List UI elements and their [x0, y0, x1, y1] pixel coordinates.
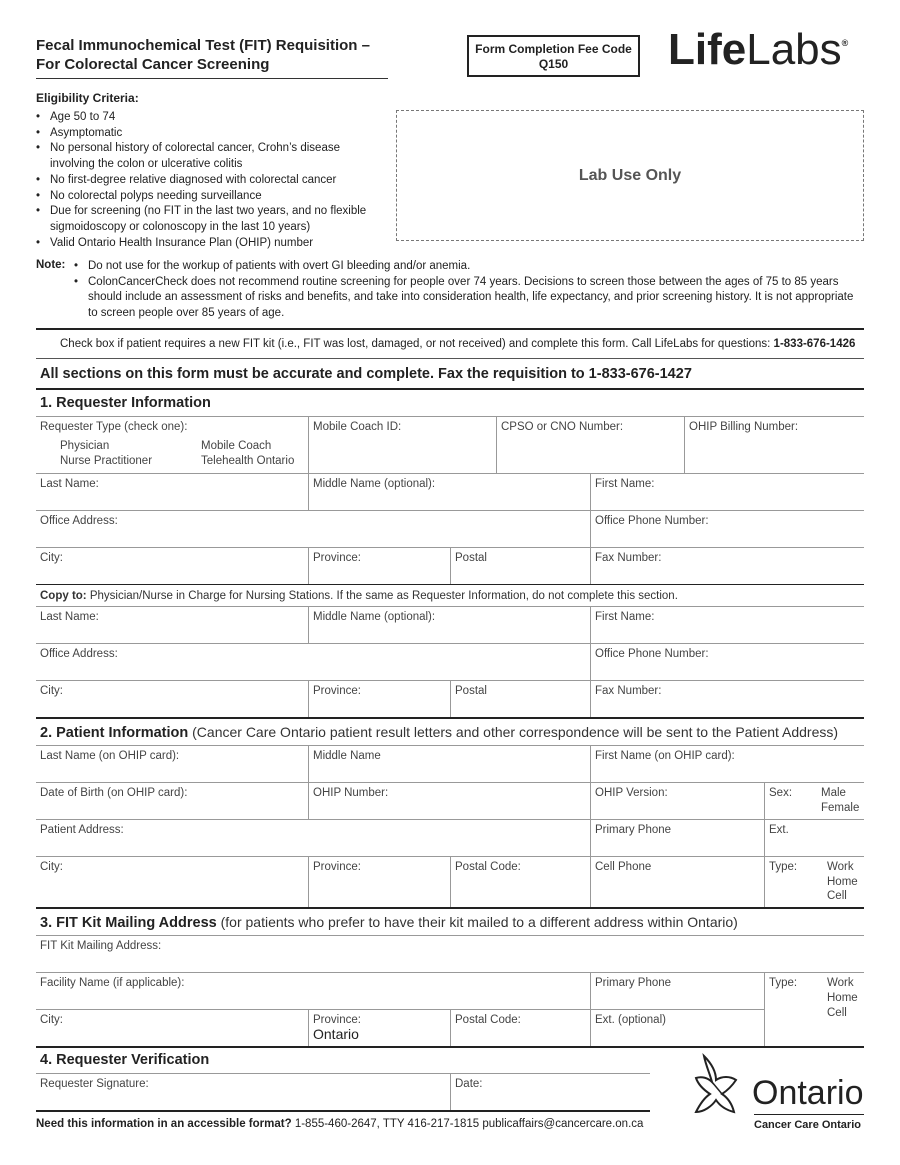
copy-province-field[interactable]: Province: [313, 685, 361, 697]
lab-use-only-label: Lab Use Only [578, 167, 682, 184]
signature-date-field[interactable]: Date: [455, 1078, 483, 1090]
section-divider [36, 388, 864, 390]
patient-primary-phone-field[interactable]: Primary Phone [595, 824, 672, 836]
phone-type-label: Type: [769, 861, 798, 873]
row-line [36, 416, 864, 417]
section-divider [36, 328, 864, 330]
phone-type-cell-option[interactable]: Cell [827, 890, 847, 902]
ontario-wordmark: Ontario [752, 1074, 864, 1112]
section-3-subtitle: (for patients who prefer to have their kit mailed to a different address within Ontario) [216, 914, 738, 930]
telehealth-option[interactable]: Telehealth Ontario [201, 455, 295, 467]
patient-cell-phone-field[interactable]: Cell Phone [595, 861, 652, 873]
physician-option[interactable]: Physician [60, 440, 110, 452]
ohip-billing-field[interactable]: OHIP Billing Number: [689, 421, 799, 433]
lifelabs-logo [668, 25, 848, 75]
copy-fax-field[interactable]: Fax Number: [595, 685, 662, 697]
patient-address-field[interactable]: Patient Address: [40, 824, 124, 836]
patient-first-name-field[interactable]: First Name (on OHIP card): [595, 750, 735, 762]
patient-postal-code-field[interactable]: Postal Code: [455, 861, 521, 873]
section-divider [36, 1046, 864, 1048]
row-line [36, 643, 864, 644]
eligibility-item: • No first-degree relative diagnosed with colorectal cancer [36, 173, 376, 189]
copy-first-name-field[interactable]: First Name: [595, 611, 655, 623]
cell-divider [308, 416, 309, 473]
patient-middle-name-field[interactable]: Middle Name [313, 750, 381, 762]
cell-divider [450, 856, 451, 908]
copy-to-text: Physician/Nurse in Charge for Nursing Stations. If the same as Requester Information, do not complete this section. [86, 590, 678, 602]
cell-divider [764, 972, 765, 1046]
eligibility-title: Eligibility Criteria: [36, 91, 139, 105]
mailing-city-field[interactable]: City: [40, 1014, 63, 1026]
row-line [36, 745, 864, 746]
eligibility-item: • Asymptomatic [36, 126, 376, 142]
requester-postal-field[interactable]: Postal [455, 552, 487, 564]
copy-to-label: Copy to: [40, 590, 87, 602]
form-title [36, 36, 370, 74]
fee-code-value: Q150 [538, 57, 569, 71]
eligibility-item: • No personal history of colorectal cancer, Crohn’s disease involving the colon or ulcerative colitis [36, 141, 376, 172]
mailing-type-work-option[interactable]: Work [827, 977, 854, 989]
divider [36, 358, 864, 359]
patient-province-field[interactable]: Province: [313, 861, 361, 873]
copy-city-field[interactable]: City: [40, 685, 63, 697]
note-list [74, 259, 864, 321]
fit-mailing-address-field[interactable]: FIT Kit Mailing Address: [40, 940, 162, 952]
row-line [36, 1009, 764, 1010]
mailing-type-label: Type: [769, 977, 798, 989]
cell-divider [450, 1073, 451, 1110]
eligibility-item: • Due for screening (no FIT in the last two years, and no flexible sigmoidoscopy or colonoscopy in the last 10 years) [36, 204, 376, 235]
copy-postal-field[interactable]: Postal [455, 685, 487, 697]
row-line [36, 510, 864, 511]
mailing-type-home-option[interactable]: Home [827, 992, 858, 1004]
cell-divider [308, 473, 309, 510]
lab-use-only-box [396, 110, 864, 241]
cell-divider [590, 473, 591, 584]
note-item: • ColonCancerCheck does not recommend routine screening for people over 74 years. Decisions to screen those between the ages of 75 to 85 years should include an assessment of risks and benefits, and take into consideration health, life expectancy, and prior screening history. It is not appropriate to screen people over 85 years of age. [74, 275, 864, 322]
fee-code-box [467, 35, 640, 77]
mailing-province-value[interactable]: Ontario [313, 1026, 359, 1042]
requester-first-name-field[interactable]: First Name: [595, 478, 655, 490]
logo-registered-mark: ® [841, 38, 849, 49]
cell-divider [450, 1009, 451, 1046]
cell-divider [684, 416, 685, 473]
new-kit-phone: 1-833-676-1426 [773, 338, 856, 350]
logo-part2: Labs [746, 25, 842, 74]
cell-divider [764, 782, 765, 908]
title-divider [36, 78, 388, 79]
section-3-title [40, 914, 738, 931]
requester-middle-name-field[interactable]: Middle Name (optional): [313, 478, 436, 490]
patient-city-field[interactable]: City: [40, 861, 63, 873]
patient-last-name-field[interactable]: Last Name (on OHIP card): [40, 750, 180, 762]
row-line [36, 473, 864, 474]
sex-male-option[interactable]: Male [821, 787, 846, 799]
all-sections-instruction: All sections on this form must be accurate and complete. Fax the requisition to 1-833-676-1427 [40, 366, 692, 382]
row-line [36, 1073, 650, 1074]
cell-divider [590, 745, 591, 908]
row-line [36, 935, 864, 936]
cell-divider [308, 547, 309, 584]
new-kit-notice [60, 338, 855, 350]
ontario-rule [754, 1114, 864, 1115]
eligibility-item: • Valid Ontario Health Insurance Plan (OHIP) number [36, 236, 376, 252]
requester-signature-field[interactable]: Requester Signature: [40, 1078, 149, 1090]
mailing-ext-field[interactable]: Ext. (optional) [595, 1014, 666, 1026]
cpso-field[interactable]: CPSO or CNO Number: [501, 421, 624, 433]
copy-office-address-field[interactable]: Office Address: [40, 648, 118, 660]
requester-type-label: Requester Type (check one): [40, 421, 188, 433]
patient-ohip-number-field[interactable]: OHIP Number: [313, 787, 389, 799]
mailing-primary-phone-field[interactable]: Primary Phone [595, 977, 672, 989]
mailing-province-label: Province: [313, 1014, 361, 1026]
accessibility-question: Need this information in an accessible format? [36, 1118, 292, 1130]
section-3-heading: 3. FIT Kit Mailing Address [40, 915, 217, 931]
sex-label: Sex: [769, 787, 793, 799]
cell-divider [450, 547, 451, 584]
section-divider [36, 907, 864, 909]
section-1-title: 1. Requester Information [40, 395, 211, 411]
cell-divider [308, 856, 309, 908]
patient-dob-field[interactable]: Date of Birth (on OHIP card): [40, 787, 188, 799]
row-line [36, 584, 864, 585]
section-2-title [40, 724, 838, 741]
cell-divider [308, 745, 309, 782]
mailing-postal-code-field[interactable]: Postal Code: [455, 1014, 521, 1026]
patient-ext-field[interactable]: Ext. [769, 824, 789, 836]
cell-divider [308, 782, 309, 819]
nurse-practitioner-option[interactable]: Nurse Practitioner [60, 455, 153, 467]
ontario-subtitle: Cancer Care Ontario [754, 1119, 861, 1131]
requester-last-name-field[interactable]: Last Name: [40, 478, 99, 490]
accessibility-footer [36, 1118, 643, 1130]
fee-code-label: Form Completion Fee Code [475, 42, 632, 56]
section-divider [36, 1110, 650, 1112]
cell-divider [308, 680, 309, 717]
cell-divider [308, 606, 309, 643]
section-divider [36, 717, 864, 719]
form-title-line1: Fecal Immunochemical Test (FIT) Requisition – [36, 37, 370, 54]
logo-part1: Life [668, 25, 747, 74]
phone-type-work-option[interactable]: Work [827, 861, 854, 873]
copy-office-phone-field[interactable]: Office Phone Number: [595, 648, 709, 660]
cell-divider [308, 1009, 309, 1046]
form-title-line2: For Colorectal Cancer Screening [36, 56, 270, 73]
mobile-coach-option[interactable]: Mobile Coach [201, 440, 272, 452]
eligibility-item: • No colorectal polyps needing surveillance [36, 189, 376, 205]
section-2-subtitle: (Cancer Care Ontario patient result letters and other correspondence will be sent to the Patient Address) [188, 724, 839, 740]
copy-middle-name-field[interactable]: Middle Name (optional): [313, 611, 436, 623]
phone-type-home-option[interactable]: Home [827, 876, 858, 888]
row-line [36, 972, 864, 973]
patient-ohip-version-field[interactable]: OHIP Version: [595, 787, 668, 799]
requester-office-phone-field[interactable]: Office Phone Number: [595, 515, 709, 527]
eligibility-list [36, 110, 376, 251]
requester-office-address-field[interactable]: Office Address: [40, 515, 118, 527]
note-item: • Do not use for the workup of patients with overt GI bleeding and/or anemia. [74, 259, 864, 275]
mobile-coach-id-field[interactable]: Mobile Coach ID: [313, 421, 402, 433]
sex-female-option[interactable]: Female [821, 802, 860, 814]
section-2-heading: 2. Patient Information [40, 725, 189, 741]
cell-divider [450, 680, 451, 717]
section-4-title: 4. Requester Verification [40, 1052, 210, 1068]
requester-province-field[interactable]: Province: [313, 552, 361, 564]
cell-divider [496, 416, 497, 473]
eligibility-item: • Age 50 to 74 [36, 110, 376, 126]
mailing-type-cell-option[interactable]: Cell [827, 1007, 847, 1019]
requester-fax-field[interactable]: Fax Number: [595, 552, 662, 564]
accessibility-contacts: 1-855-460-2647, TTY 416-217-1815 publicaffairs@cancercare.on.ca [291, 1118, 644, 1130]
requester-city-field[interactable]: City: [40, 552, 63, 564]
row-line [36, 782, 864, 783]
copy-to-note [40, 590, 678, 602]
row-line [36, 819, 864, 820]
facility-name-field[interactable]: Facility Name (if applicable): [40, 977, 185, 989]
row-line [36, 606, 864, 607]
cell-divider [590, 606, 591, 717]
copy-last-name-field[interactable]: Last Name: [40, 611, 99, 623]
new-kit-text: Check box if patient requires a new FIT kit (i.e., FIT was lost, damaged, or not received) and complete this form. Call LifeLabs for questions: [60, 338, 774, 350]
note-label: Note: [36, 259, 66, 271]
